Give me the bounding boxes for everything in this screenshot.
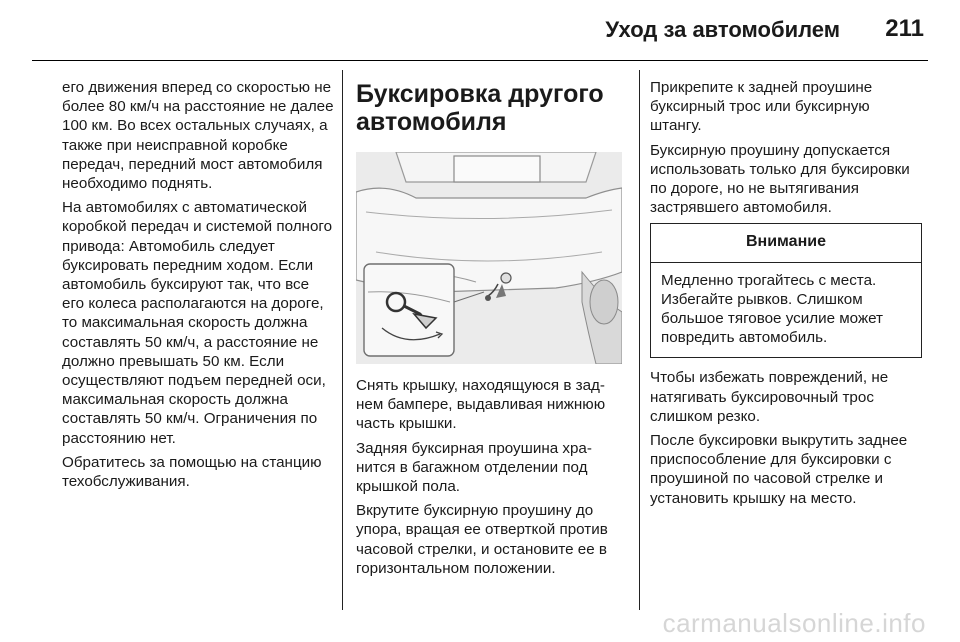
paragraph: его движения вперед со скоростью не более 80 км/ч на расстояние не далее 100 км. Во всех остальных случаях, а также при неисправной коробке передач, передний мост автомобиля необходимо поднять. <box>62 79 334 193</box>
watermark: carmanualsonline.info <box>662 608 926 638</box>
warning-box <box>650 223 922 358</box>
column-right <box>650 78 922 513</box>
header-divider <box>32 60 928 61</box>
paragraph: На автомобилях с автоматической коробкой передач и системой полного привода: Автомобиль следует буксировать передним ходом. Если автомобиль буксируют так, что все его колеса располагаются на дороге, то максимальная скорость должна составлять 50 км/ч, а расстояние не должно превышать 50 км. Если осуществляют подъем передней оси, максимальная скорость должна составлять 50 км/ч. Ограничения по расстоянию нет. <box>62 199 333 447</box>
paragraph: После буксировки выкрутить заднее приспособление для буксировки с проушиной по часовой стрелке и установить крышку на место. <box>650 432 908 507</box>
paragraph: Задняя буксирная проушина хранится в багажном отделении под крышкой пола. <box>356 439 592 496</box>
column-middle <box>356 80 626 583</box>
paragraph: Чтобы избежать повреждений, не натягивать буксировочный трос слишком резко. <box>650 369 889 425</box>
paragraph: Вкрутите буксирную проушину до упора, вращая ее отверткой против часовой стрелки, и остановите ее в горизонтальном положении. <box>356 502 608 577</box>
paragraph: Буксирную проушину допускается использовать только для буксировки по дороге, но не вытягивания застрявшего автомобиля. <box>650 141 910 217</box>
warning-text: Медленно трогайтесь с места. Избегайте рывков. Слишком большое тяговое усилие может повредить автомобиль. <box>661 271 884 347</box>
page-title: Уход за автомобилем <box>605 17 840 42</box>
column-divider-1 <box>342 70 343 610</box>
section-title: Буксировка другого автомобиля <box>356 80 604 136</box>
column-divider-2 <box>639 70 640 610</box>
page-header <box>0 0 960 62</box>
column-left <box>62 78 334 496</box>
warning-title: Внимание <box>651 224 921 262</box>
towing-eye-illustration <box>356 152 622 364</box>
paragraph: Снять крышку, находящуюся в заднем бампере, выдавливая нижнюю часть крышки. <box>356 377 606 433</box>
paragraph: Обратитесь за помощью на станцию техобслуживания. <box>62 453 322 491</box>
paragraph: Прикрепите к задней проушине буксирный трос или буксирную штангу. <box>650 79 873 135</box>
page-number: 211 <box>885 15 924 42</box>
